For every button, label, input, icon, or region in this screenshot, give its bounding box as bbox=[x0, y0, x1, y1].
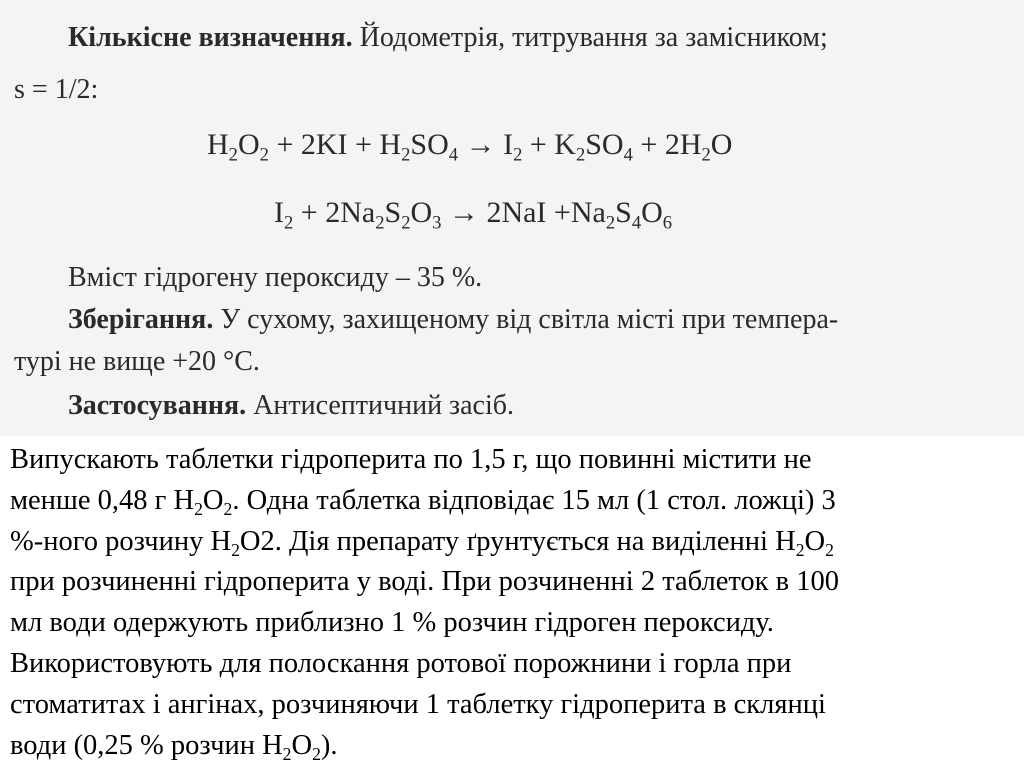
storage-line-continued: турі не вище +20 °С. bbox=[14, 346, 260, 377]
quantitative-determination-heading: Кількісне визначення. bbox=[68, 22, 353, 53]
quantitative-determination-line bbox=[68, 22, 828, 54]
text-line: мл води одержують приблизно 1 % розчин гідроген пероксиду. bbox=[10, 607, 774, 639]
text-line: Випускають таблетки гідроперита по 1,5 г, що повинні містити не bbox=[10, 444, 812, 475]
storage-heading: Зберігання. bbox=[68, 304, 214, 335]
usage-text: Антисептичний засіб. bbox=[246, 390, 514, 421]
method-description: Йодометрія, титрування за замісником; bbox=[352, 22, 828, 53]
text-line: Використовують для полоскання ротової порожнини і горла при bbox=[10, 647, 792, 679]
text-line: води (0,25 % розчин $H_2O_2$). bbox=[10, 729, 338, 764]
usage-heading: Застосування. bbox=[68, 390, 247, 421]
text-line: стоматитах і ангінах, розчиняючи 1 таблетку гідроперита в склянці bbox=[10, 688, 826, 720]
content-line: Вміст гідрогену пероксиду – 35 %. bbox=[68, 262, 483, 293]
storage-text: У сухому, захищеному від світла місті при темпера- bbox=[213, 304, 839, 335]
text-line: %-ного розчину $H_2O2$. Дія препарату ґрунтується на виділенні $H_2O_2$ bbox=[10, 525, 834, 560]
usage-line bbox=[68, 390, 514, 422]
reaction-equation-1: $H_2O_2 + 2KI + H_2SO_4 \to I_2 + K_2SO_4 + 2H_2O$ bbox=[207, 128, 733, 166]
hydroperite-description bbox=[10, 440, 1014, 766]
reaction-equation-2: $I_2 + 2Na_2S_2O_3 \to 2NaI +Na_2S_4O_6$ bbox=[274, 196, 673, 234]
text-line: при розчиненні гідроперита у воді. При розчиненні 2 таблеток в 100 bbox=[10, 566, 839, 598]
storage-line bbox=[68, 304, 838, 336]
text-line: менше 0,48 г $H_2O_2$. Одна таблетка відповідає 15 мл (1 стол. ложці) 3 bbox=[10, 484, 836, 519]
stoichiometry-factor: s = 1/2: bbox=[14, 74, 99, 105]
